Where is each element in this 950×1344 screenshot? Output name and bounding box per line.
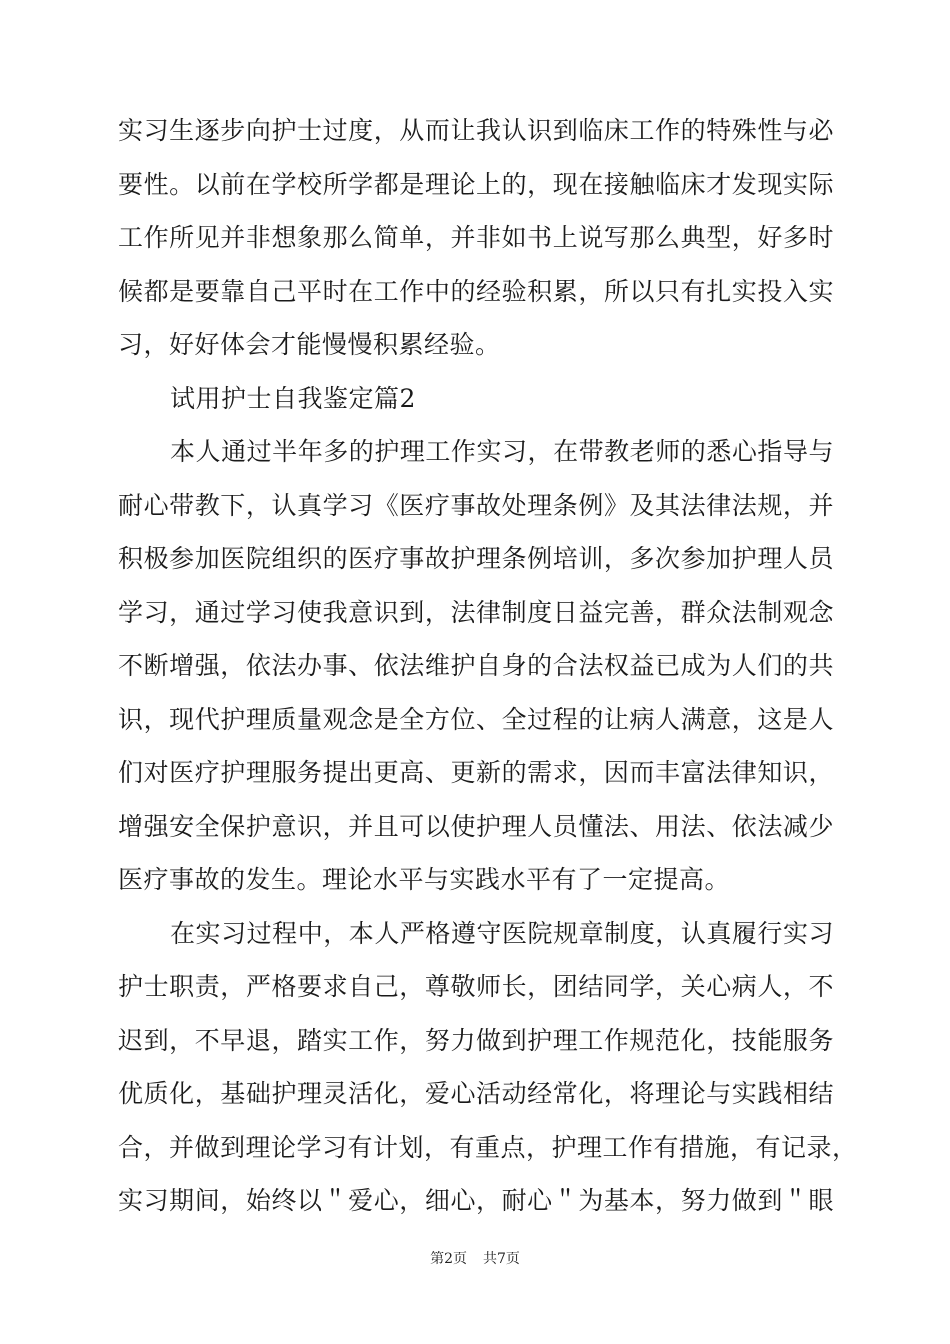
- text-line: 合，并做到理论学习有计划，有重点，护理工作有措施，有记录，: [118, 1132, 858, 1162]
- text-line: 学习，通过学习使我意识到，法律制度日益完善，群众法制观念: [118, 597, 834, 627]
- text-line: 候都是要靠自己平时在工作中的经验积累，所以只有扎实投入实: [118, 276, 834, 306]
- text-line: 本人通过半年多的护理工作实习，在带教老师的悉心指导与: [170, 437, 834, 466]
- page-number: 第2页: [430, 1251, 467, 1267]
- text-line: 工作所见并非想象那么简单，并非如书上说写那么典型，好多时: [118, 223, 834, 252]
- page-footer: [0, 1248, 950, 1268]
- text-line: 护士职责，严格要求自己，尊敬师长，团结同学，关心病人，不: [118, 972, 834, 1001]
- text-line: 耐心带教下，认真学习《医疗事故处理条例》及其法律法规，并: [118, 490, 834, 520]
- text-line: 增强安全保护意识，并且可以使护理人员懂法、用法、依法减少: [118, 811, 834, 841]
- text-line: 要性。以前在学校所学都是理论上的，现在接触临床才发现实际: [118, 169, 834, 199]
- text-line: 医疗事故的发生。理论水平与实践水平有了一定提高。: [118, 865, 731, 894]
- text-line: 们对医疗护理服务提出更高、更新的需求，因而丰富法律知识，: [118, 758, 834, 787]
- page-total: 共7页: [483, 1251, 520, 1267]
- text-line: 实习生逐步向护士过度，从而让我认识到临床工作的特殊性与必: [118, 116, 834, 145]
- text-line: 实习期间，始终以＂爱心，细心，耐心＂为基本，努力做到＂眼: [118, 1186, 834, 1215]
- section-heading: 试用护士自我鉴定篇2: [170, 383, 416, 413]
- text-line: 优质化，基础护理灵活化，爱心活动经常化，将理论与实践相结: [118, 1079, 834, 1108]
- text-line: 迟到，不早退，踏实工作，努力做到护理工作规范化，技能服务: [118, 1025, 834, 1055]
- text-line: 习，好好体会才能慢慢积累经验。: [118, 330, 501, 359]
- text-line: 在实习过程中，本人严格遵守医院规章制度，认真履行实习: [170, 918, 834, 948]
- text-line: 积极参加医院组织的医疗事故护理条例培训，多次参加护理人员: [118, 544, 834, 573]
- document-body: [118, 104, 858, 1228]
- text-line: 识，现代护理质量观念是全方位、全过程的让病人满意，这是人: [118, 704, 834, 734]
- text-line: 不断增强，依法办事、依法维护自身的合法权益已成为人们的共: [118, 651, 834, 680]
